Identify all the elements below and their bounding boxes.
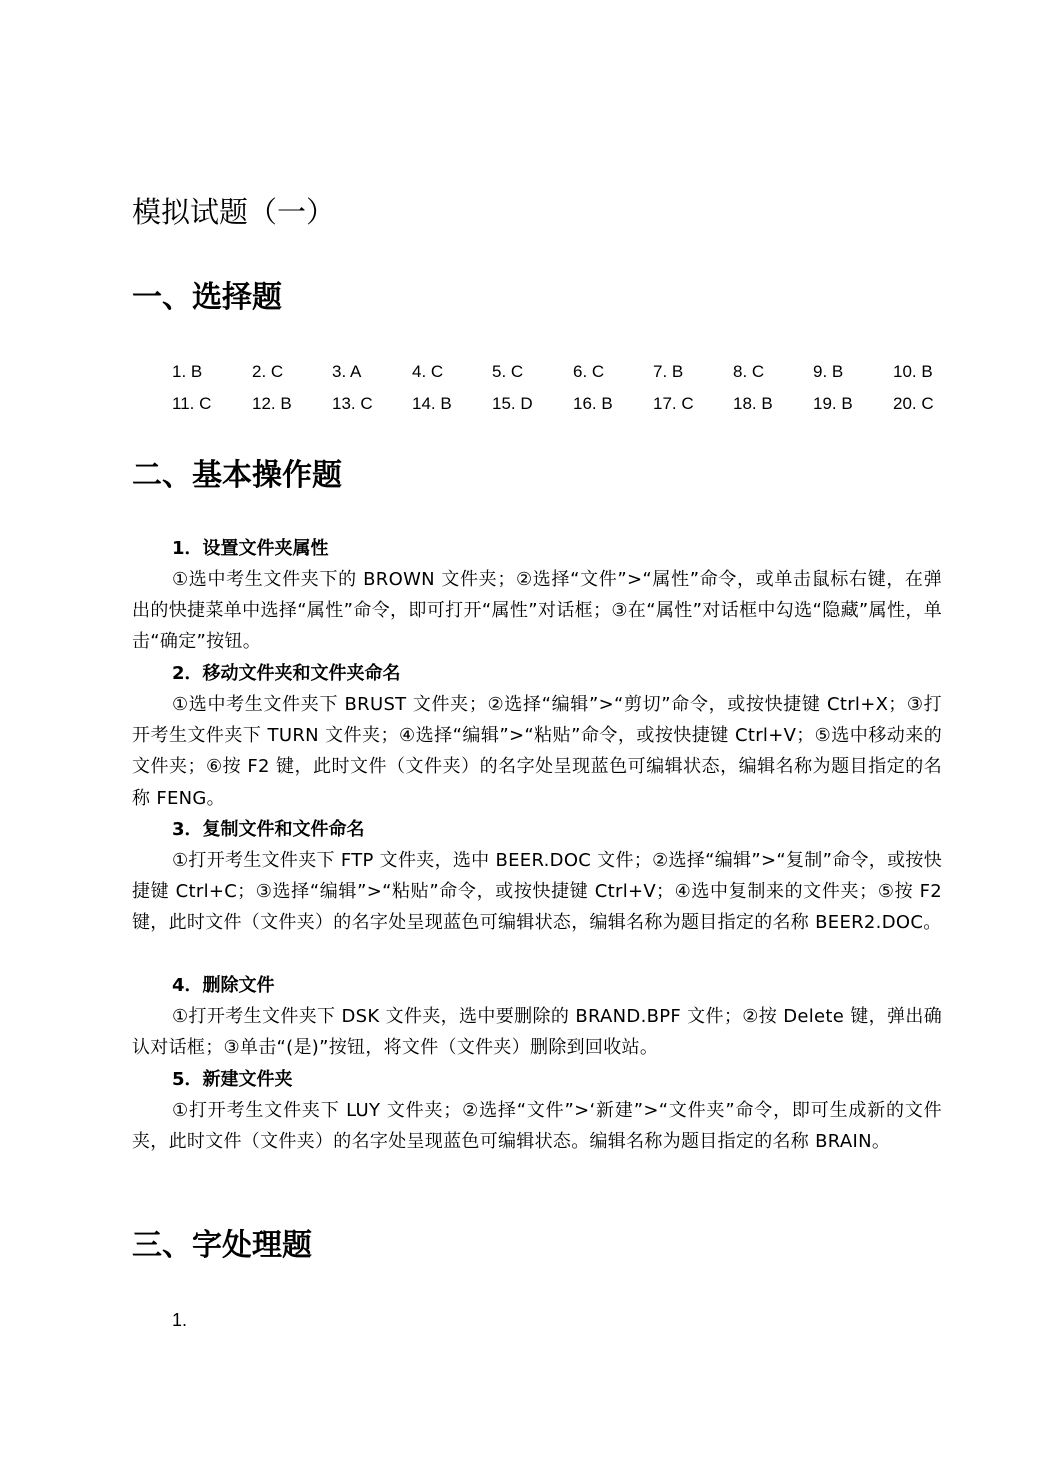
word-item-1: 1. [172, 1310, 188, 1330]
task-body-5: ①打开考生文件夹下 LUY 文件夹；②选择“文件”>‘新建”>“文件夹”命令，即可生成新的文件夹，此时文件（文件夹）的名字处呈现蓝色可编辑状态。编辑名称为题目指定的名称 BRAIN。 [132, 1100, 942, 1153]
task-heading-5: 5．新建文件夹 [172, 1069, 293, 1090]
section-heading-basic-ops: 二、基本操作题 [132, 458, 342, 493]
section-heading-word-processing: 三、字处理题 [132, 1228, 312, 1263]
answer-item: 7. B [653, 362, 684, 381]
answer-item: 16. B [573, 394, 613, 413]
answer-item: 17. C [653, 394, 694, 413]
answer-item: 6. C [573, 362, 605, 381]
task-heading-3: 3．复制文件和文件命名 [172, 819, 365, 840]
answer-item: 9. B [813, 362, 844, 381]
page-title: 模拟试题（一） [132, 195, 336, 229]
answer-item: 14. B [412, 394, 452, 413]
answer-item: 3. A [332, 362, 362, 381]
answer-item: 18. B [733, 394, 773, 413]
answer-item: 11. C [172, 394, 212, 413]
answer-item: 1. B [172, 362, 203, 381]
task-body-1: ①选中考生文件夹下的 BROWN 文件夹；②选择“文件”>“属性”命令，或单击鼠标右键，在弹出的快捷菜单中选择“属性”命令，即可打开“属性”对话框；③在“属性”对话框中勾选“隐藏”属性，单击“确定”按钮。 [132, 569, 942, 653]
answer-item: 13. C [332, 394, 373, 413]
task-heading-1: 1．设置文件夹属性 [172, 538, 329, 559]
answer-item: 2. C [252, 362, 284, 381]
answer-item: 19. B [813, 394, 853, 413]
task-body-2: ①选中考生文件夹下 BRUST 文件夹；②选择“编辑”>“剪切”命令，或按快捷键 Ctrl+X；③打开考生文件夹下 TURN 文件夹；④选择“编辑”>“粘贴”命令，或按快捷键 Ctrl+V；⑤选中移动来的文件夹；⑥按 F2 键，此时文件（文件夹）的名字处呈现蓝色可编辑状态，编辑名称为题目指定的名称 FENG。 [132, 694, 942, 809]
answer-row-2 [172, 388, 972, 420]
answer-item: 20. C [893, 394, 934, 413]
answer-item: 12. B [252, 394, 292, 413]
answer-item: 10. B [893, 362, 933, 381]
task-heading-2: 2．移动文件夹和文件夹命名 [172, 663, 401, 684]
answer-item: 5. C [492, 362, 524, 381]
task-heading-4: 4．删除文件 [172, 975, 275, 996]
answer-item: 8. C [733, 362, 765, 381]
task-body-4: ①打开考生文件夹下 DSK 文件夹，选中要删除的 BRAND.BPF 文件；②按 Delete 键，弹出确认对话框；③单击“(是)”按钮，将文件（文件夹）删除到回收站。 [132, 1006, 942, 1059]
answer-item: 15. D [492, 394, 533, 413]
section-heading-choice: 一、选择题 [132, 280, 282, 315]
answer-item: 4. C [412, 362, 444, 381]
task-body-3: ①打开考生文件夹下 FTP 文件夹，选中 BEER.DOC 文件；②选择“编辑”>“复制”命令，或按快捷键 Ctrl+C；③选择“编辑”>“粘贴”命令，或按快捷键 Ctrl+V；④选中复制来的文件夹；⑤按 F2 键，此时文件（文件夹）的名字处呈现蓝色可编辑状态，编辑名称为题目指定的名称 BEER2.DOC。 [132, 850, 943, 934]
answer-row-1 [172, 356, 972, 388]
